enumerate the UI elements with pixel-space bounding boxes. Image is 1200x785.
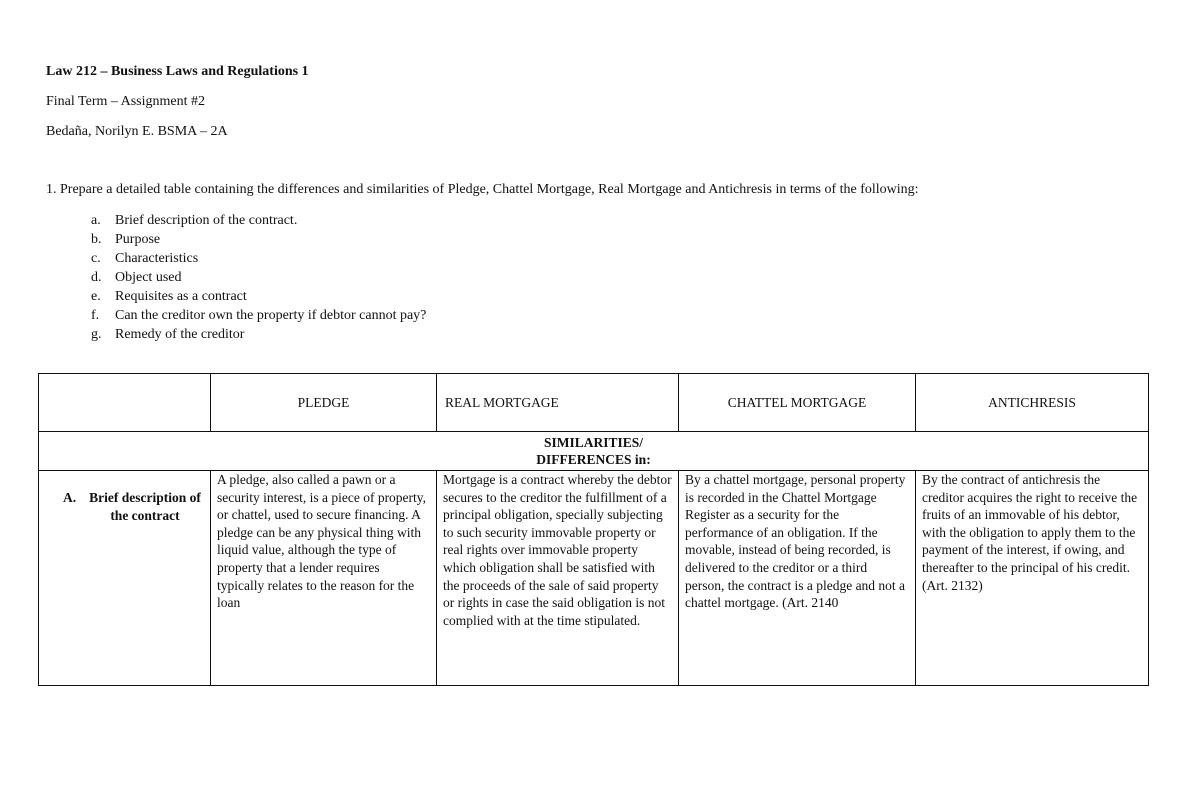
column-header-chattel-mortgage: CHATTEL MORTGAGE [679, 374, 916, 432]
table-row [39, 471, 1149, 686]
column-header-pledge: PLEDGE [211, 374, 437, 432]
list-item [91, 249, 426, 268]
question-text: 1. Prepare a detailed table containing the differences and similarities of Pledge, Chattel Mortgage, Real Mortgage and Antichresis in terms of the following: [46, 182, 919, 197]
row-label-text: Brief description of the contract [89, 490, 201, 523]
section-label-cell [39, 432, 1149, 471]
list-item-mark: b. [91, 232, 102, 247]
column-header-antichresis: ANTICHRESIS [916, 374, 1149, 432]
section-label-line2: DIFFERENCES in: [536, 452, 651, 467]
list-item-text: Characteristics [115, 251, 199, 266]
list-item-text: Object used [115, 270, 182, 285]
row-letter: A. [63, 490, 77, 505]
list-item [91, 268, 426, 287]
comparison-table [38, 373, 1149, 686]
cell-real-mortgage-description: Mortgage is a contract whereby the debtor secures to the creditor the fulfillment of a principal obligation, specially subjecting to such security immovable property or real rights over immovable property which obligation shall be satisfied with the proceeds of the sale of said property or rights in case the said obligation is not complied with at the time stipulated. [437, 471, 679, 686]
list-item-mark: d. [91, 270, 102, 285]
list-item-mark: g. [91, 327, 102, 342]
list-item [91, 306, 426, 325]
header-empty-cell [39, 374, 211, 432]
student-name: Bedaña, Norilyn E. BSMA – 2A [46, 124, 228, 139]
list-item-text: Can the creditor own the property if debtor cannot pay? [115, 308, 427, 323]
criteria-list [91, 211, 426, 344]
list-item-text: Purpose [115, 232, 161, 247]
list-item-mark: e. [91, 289, 101, 304]
list-item-text: Requisites as a contract [115, 289, 247, 304]
list-item [91, 211, 426, 230]
cell-pledge-description: A pledge, also called a pawn or a security interest, is a piece of property, or chattel, used to secure financing. A pledge can be any physical thing with liquid value, although the type of property that a lender requires typically relates to the reason for the loan [211, 471, 437, 686]
list-item [91, 230, 426, 249]
cell-chattel-mortgage-description: By a chattel mortgage, personal property is recorded in the Chattel Mortgage Register as a security for the performance of an obligation. If the movable, instead of being recorded, is delivered to the creditor or a third person, the contract is a pledge and not a chattel mortgage. (Art. 2140 [679, 471, 916, 686]
section-label-row [39, 432, 1149, 471]
list-item [91, 287, 426, 306]
list-item-mark: f. [91, 308, 100, 323]
list-item-mark: c. [91, 251, 101, 266]
list-item-text: Brief description of the contract. [115, 213, 298, 228]
list-item [91, 325, 426, 344]
list-item-text: Remedy of the creditor [115, 327, 245, 342]
assignment-title: Final Term – Assignment #2 [46, 94, 205, 109]
table-header-row [39, 374, 1149, 432]
column-header-real-mortgage: REAL MORTGAGE [437, 374, 679, 432]
course-title: Law 212 – Business Laws and Regulations 1 [46, 64, 309, 79]
row-label [39, 471, 211, 686]
list-item-mark: a. [91, 213, 101, 228]
cell-antichresis-description: By the contract of antichresis the creditor acquires the right to receive the fruits of an immovable of his debtor, with the obligation to apply them to the payment of the interest, if owing, and thereafter to the principal of his credit. (Art. 2132) [916, 471, 1149, 686]
section-label-line1: SIMILARITIES/ [543, 435, 644, 450]
